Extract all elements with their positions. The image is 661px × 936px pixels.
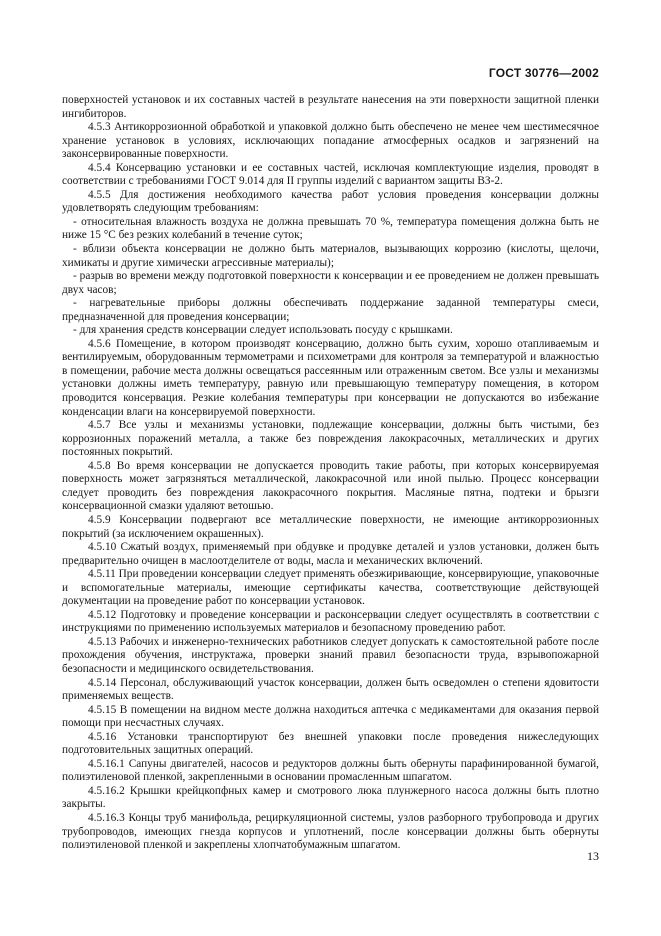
paragraph: 4.5.16.1 Сапуны двигателей, насосов и редукторов должны быть обернуты парафинированной бумагой, полиэтиленовой пленкой, закрепленными в основании промасленным шпагатом. [62, 757, 599, 784]
paragraph: 4.5.16 Установки транспортируют без внешней упаковки после проведения нижеследующих подготовительных защитных операций. [62, 730, 599, 757]
page-number: 13 [587, 849, 599, 863]
document-code-header: ГОСТ 30776—2002 [488, 66, 599, 80]
paragraph: 4.5.15 В помещении на видном месте должна находиться аптечка с медикаментами для оказания первой помощи при несчастных случаях. [62, 703, 599, 730]
list-item: - разрыв во времени между подготовкой поверхности к консервации и ее проведением не должен превышать двух часов; [62, 270, 599, 296]
paragraph: 4.5.4 Консервацию установки и ее составных частей, исключая комплектующие изделия, проводят в соответствии с требованиями ГОСТ 9.014 для II группы изделий с вариантом защиты ВЗ-2. [62, 161, 599, 188]
paragraph: 4.5.5 Для достижения необходимого качества работ условия проведения консервации должны удовлетворять следующим требованиям: [62, 188, 599, 215]
paragraph: поверхностей установок и их составных частей в результате нанесения на эти поверхности защитной пленки ингибиторов. [62, 94, 599, 120]
paragraph: 4.5.11 При проведении консервации следует применять обезжиривающие, консервирующие, упаковочные и вспомогательные материалы, имеющие сертификаты качества, соответствующие действующей документации на проведение работ по консервации установок. [62, 568, 599, 608]
paragraph: 4.5.13 Рабочих и инженерно-технических работников следует допускать к самостоятельной работе после прохождения обучения, инструктажа, проверки знаний правил безопасности труда, взрывопожарной безопасности и медицинского освидетельствования. [62, 635, 599, 675]
paragraph: 4.5.16.3 Концы труб манифольда, рециркуляционной системы, узлов разборного трубопровода и других трубопроводов, имеющих гнезда корпусов и уплотнений, после консервации должны быть обернуты полиэтиленовой пленкой и закреплены хлопчатобумажным шпагатом. [62, 811, 599, 852]
paragraph: 4.5.7 Все узлы и механизмы установки, подлежащие консервации, должны быть чистыми, без коррозионных поражений металла, а также без повреждения лакокрасочных, металлических и других постоянных покрытий. [62, 419, 599, 459]
list-item: - нагревательные приборы должны обеспечивать поддержание заданной температуры смеси, предназначенной для проведения консервации; [62, 297, 599, 323]
body-text [62, 94, 599, 853]
list-item: - для хранения средств консервации следует использовать посуду с крышками. [73, 324, 453, 337]
list-item: - вблизи объекта консервации не должно быть материалов, вызывающих коррозию (кислоты, щелочи, химикаты и другие химически агрессивные материалы); [62, 243, 599, 269]
paragraph: 4.5.10 Сжатый воздух, применяемый при обдувке и продувке деталей и узлов установки, должен быть предварительно очищен в маслоотделителе от воды, масла и механических включений. [62, 541, 599, 567]
paragraph: 4.5.14 Персонал, обслуживающий участок консервации, должен быть осведомлен о степени ядовитости применяемых веществ. [62, 676, 599, 703]
paragraph: 4.5.16.2 Крышки крейцкопфных камер и смотрового люка плунжерного насоса должны быть плотно закрыты. [62, 784, 599, 811]
paragraph: 4.5.6 Помещение, в котором производят консервацию, должно быть сухим, хорошо отапливаемым и вентилируемым, оборудованным термометрами и психометрами для контроля за температурой и влажностью в помещении, рабочие места должны освещаться рассеянным или отраженным светом. Все узлы и механизмы установки должны иметь температуру, равную или превышающую температуру помещения, в котором проводится консервация. Резкие колебания температуры при консервации не допускаются во избежание конденсации влаги на консервируемой поверхности. [62, 337, 599, 418]
list-item: - относительная влажность воздуха не должна превышать 70 %, температура помещения должна быть не ниже 15 °С без резких колебаний в течение суток; [62, 215, 599, 242]
paragraph: 4.5.8 Во время консервации не допускается проводить такие работы, при которых консервируемая поверхность может загрязняться металлической, лакокрасочной или иной пылью. Процесс консервации следует проводить без повреждения лакокрасочного покрытия. Масляные пятна, подтеки и брызги консервационной смазки удаляют ветошью. [62, 459, 599, 513]
paragraph: 4.5.3 Антикоррозионной обработкой и упаковкой должно быть обеспечено не менее чем шестимесячное хранение установок в условиях, исключающих попадание атмосферных осадков и загрязнений на законсервированные поверхности. [62, 121, 599, 161]
paragraph: 4.5.12 Подготовку и проведение консервации и расконсервации следует осуществлять в соответствии с инструкциями по применению используемых материалов и безопасному проведению работ. [62, 608, 599, 635]
paragraph: 4.5.9 Консервации подвергают все металлические поверхности, не имеющие антикоррозионных покрытий (за исключением окрашенных). [62, 513, 599, 540]
